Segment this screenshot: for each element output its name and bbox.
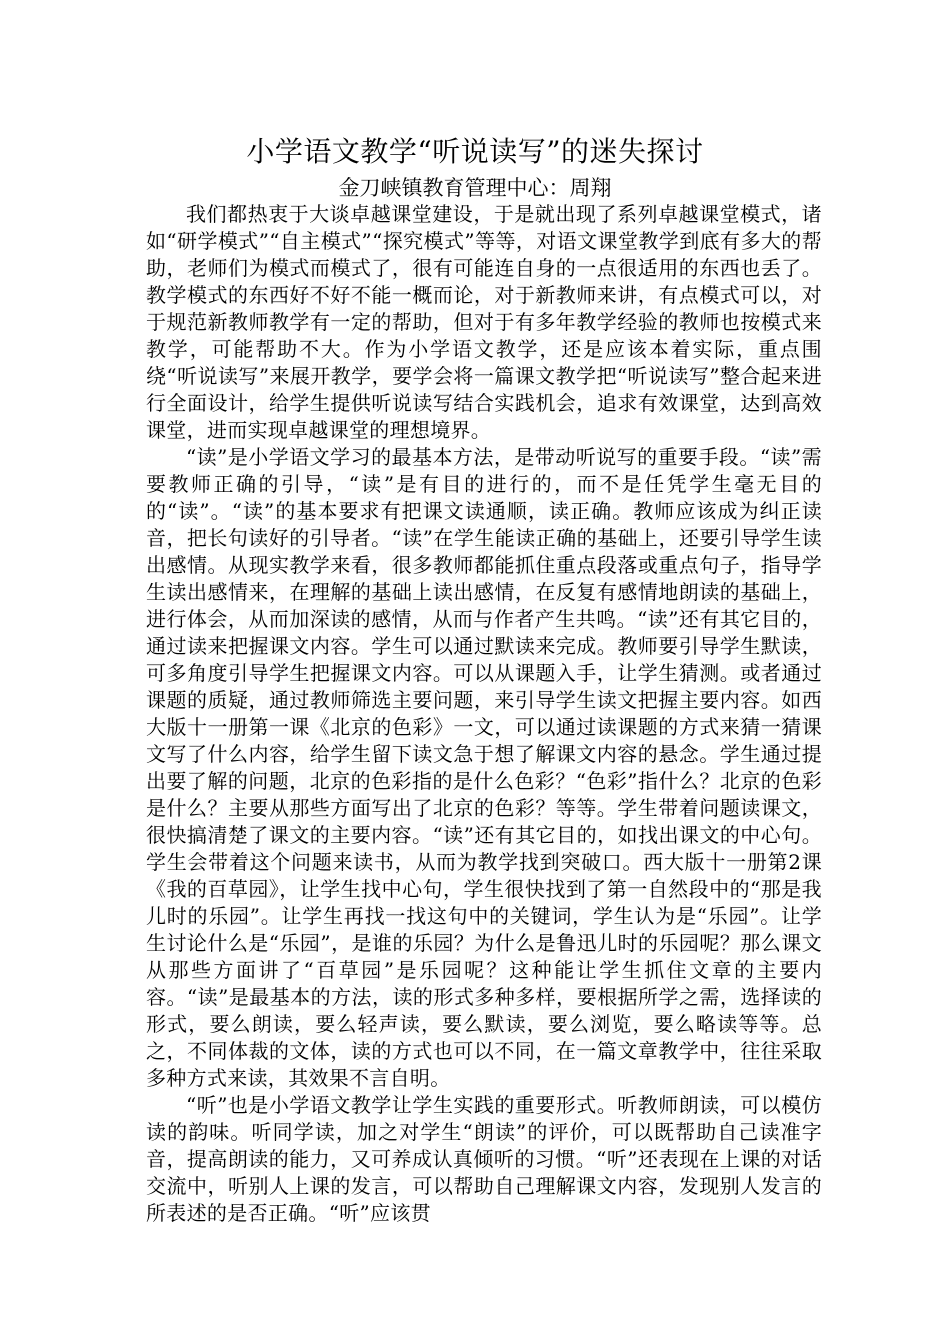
paragraph-intro: 我们都热衷于大谈卓越课堂建设，于是就出现了系列卓越课堂模式，诸如“研学模式”“自主模式”“探究模式”等等，对语文课堂教学到底有多大的帮助，老师们为模式而模式了，很有可能连自身的一点很适用的东西也丢了。教学模式的东西好不好不能一概而论，对于新教师来讲，有点模式可以，对于规范新教师教学有一定的帮助，但对于有多年教学经验的教师也按模式来教学，可能帮助不大。作为小学语文教学，还是应该本着实际，重点围绕“听说读写”来展开教学，要学会将一篇课文教学把“听说读写”整合起来进行全面设计，给学生提供听说读写结合实践机会，追求有效课堂，达到高效课堂，进而实现卓越课堂的理想境界。 [146,202,822,442]
document-body [146,201,822,1227]
paragraph-reading: “读”是小学语文学习的最基本方法，是带动听说写的重要手段。“读”需要教师正确的引导，“读”是有目的进行的，而不是任凭学生毫无目的的“读”。“读”的基本要求有把课文读通顺，读正确。教师应该成为纠正读音，把长句读好的引导者。“读”在学生能读正确的基础上，还要引导学生读出感情。从现实教学来看，很多教师都能抓住重点段落或重点句子，指导学生读出感情来，在理解的基础上读出感情，在反复有感情地朗读的基础上，进行体会，从而加深读的感情，从而与作者产生共鸣。“读”还有其它目的，通过读来把握课文内容。学生可以通过默读来完成。教师要引导学生默读，可多角度引导学生把握课文内容。可以从课题入手，让学生猜测。或者通过课题的质疑，通过教师筛选主要问题，来引导学生读文把握主要内容。如西大版十一册第一课《北京的色彩》一文，可以通过读课题的方式来猜一猜课文写了什么内容，给学生留下读文急于想了解课文内容的悬念。学生通过提出要了解的问题，北京的色彩指的是什么色彩？“色彩”指什么？北京的色彩是什么？主要从那些方面写出了北京的色彩？等等。学生带着问题读课文，很快搞清楚了课文的主要内容。“读”还有其它目的，如找出课文的中心句。学生会带着这个问题来读书，从而为教学找到突破口。西大版十一册第2课《我的百草园》，让学生找中心句，学生很快找到了第一自然段中的“那是我儿时的乐园”。让学生再找一找这句中的关键词，学生认为是“乐园”。让学生讨论什么是“乐园”，是谁的乐园？为什么是鲁迅儿时的乐园呢？那么课文从那些方面讲了“百草园”是乐园呢？这种能让学生抓住文章的主要内容。“读”是最基本的方法，读的形式多种多样，要根据所学之需，选择读的形式，要么朗读，要么轻声读，要么默读，要么浏览，要么略读等等。总之，不同体裁的文体，读的方式也可以不同，在一篇文章教学中，往往采取多种方式来读，其效果不言自明。 [146,445,822,1090]
author-line: 金刀峡镇教育管理中心：周翔 [338,176,612,200]
paragraph-listening: “听”也是小学语文教学让学生实践的重要形式。听教师朗读，可以模仿读的韵味。听同学读，加之对学生“朗读”的评价，可以既帮助自己读准字音，提高朗读的能力，又可养成认真倾听的习惯。“听”还表现在上课的对话交流中，听别人上课的发言，可以帮助自己理解课文内容，发现别人发言的所表述的是否正确。“听”应该贯 [146,1093,822,1225]
document-title: 小学语文教学“听说读写”的迷失探讨 [246,135,704,168]
